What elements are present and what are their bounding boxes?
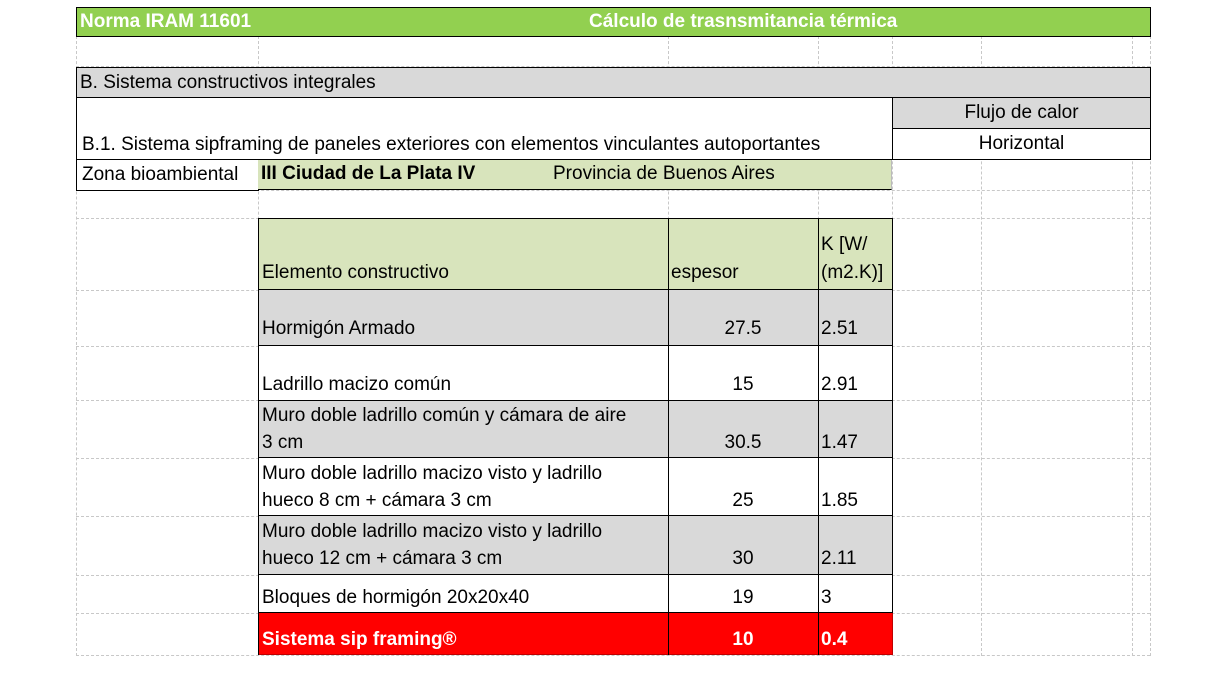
table-row [259,516,892,575]
table-header-row [258,218,893,290]
table-row [259,458,892,516]
zona-value: III Ciudad de La Plata IV [261,163,476,184]
row-element-line1: Muro doble ladrillo común y cámara de aire [262,405,627,426]
row-k: 2.11 [821,548,857,569]
col-sep-1-overlay [668,218,669,655]
row-espesor: 19 [732,587,754,608]
table-row [259,575,892,613]
row-k: 1.85 [821,490,858,511]
header-elemento: Elemento constructivo [262,262,449,283]
section-title-bar [76,67,1151,98]
table-row [259,401,892,458]
header-k-line2: (m2.K)] [821,262,884,283]
zona-value-cell [258,160,892,190]
highlight-row [259,613,893,655]
row-espesor: 30 [732,548,754,569]
section-subtitle-cell [76,97,893,160]
row-element-line2: hueco 12 cm + cámara 3 cm [262,548,503,569]
row-k: 2.91 [821,374,858,395]
row-espesor: 15 [732,374,754,395]
row-element-line2: 3 cm [262,432,304,453]
row-k: 3 [821,587,832,608]
table-left-border [258,218,259,655]
flujo-value: Horizontal [978,133,1065,154]
section-subtitle: B.1. Sistema sipframing de paneles exteriores con elementos vinculantes autoportantes [82,134,821,155]
row-espesor: 25 [732,490,754,511]
row-element: Bloques de hormigón 20x20x40 [262,587,530,608]
highlight-espesor: 10 [732,629,754,650]
header-espesor: espesor [671,262,739,283]
row-element-line2: hueco 8 cm + cámara 3 cm [262,490,492,511]
flujo-value-cell [892,128,1151,160]
row-element-line1: Muro doble ladrillo macizo visto y ladrillo [262,463,603,484]
row-element: Hormigón Armado [262,318,416,339]
sheet-title: Cálculo de trasnsmitancia térmica [589,11,898,32]
highlight-k: 0.4 [821,629,848,650]
row-k: 1.47 [821,432,858,453]
flujo-label-cell [892,97,1151,129]
row-espesor: 30.5 [724,432,762,453]
zona-label-cell [76,159,259,191]
provincia-value: Provincia de Buenos Aires [553,163,775,184]
header-bar [76,7,1151,37]
flujo-label: Flujo de calor [964,102,1079,123]
table-row [259,346,892,401]
table-row [259,290,892,346]
header-k-line1: K [W/ [821,234,868,255]
row-k: 2.51 [821,318,858,339]
row-espesor: 27.5 [724,318,762,339]
table-right-border [892,218,893,613]
norma-label: Norma IRAM 11601 [80,11,252,32]
col-sep-2-overlay [818,218,819,655]
row-element: Ladrillo macizo común [262,374,452,395]
section-title: B. Sistema constructivos integrales [80,72,376,93]
highlight-element: Sistema sip framing® [262,629,457,650]
zona-label: Zona bioambiental [82,164,239,185]
row-element-line1: Muro doble ladrillo macizo visto y ladrillo [262,521,603,542]
